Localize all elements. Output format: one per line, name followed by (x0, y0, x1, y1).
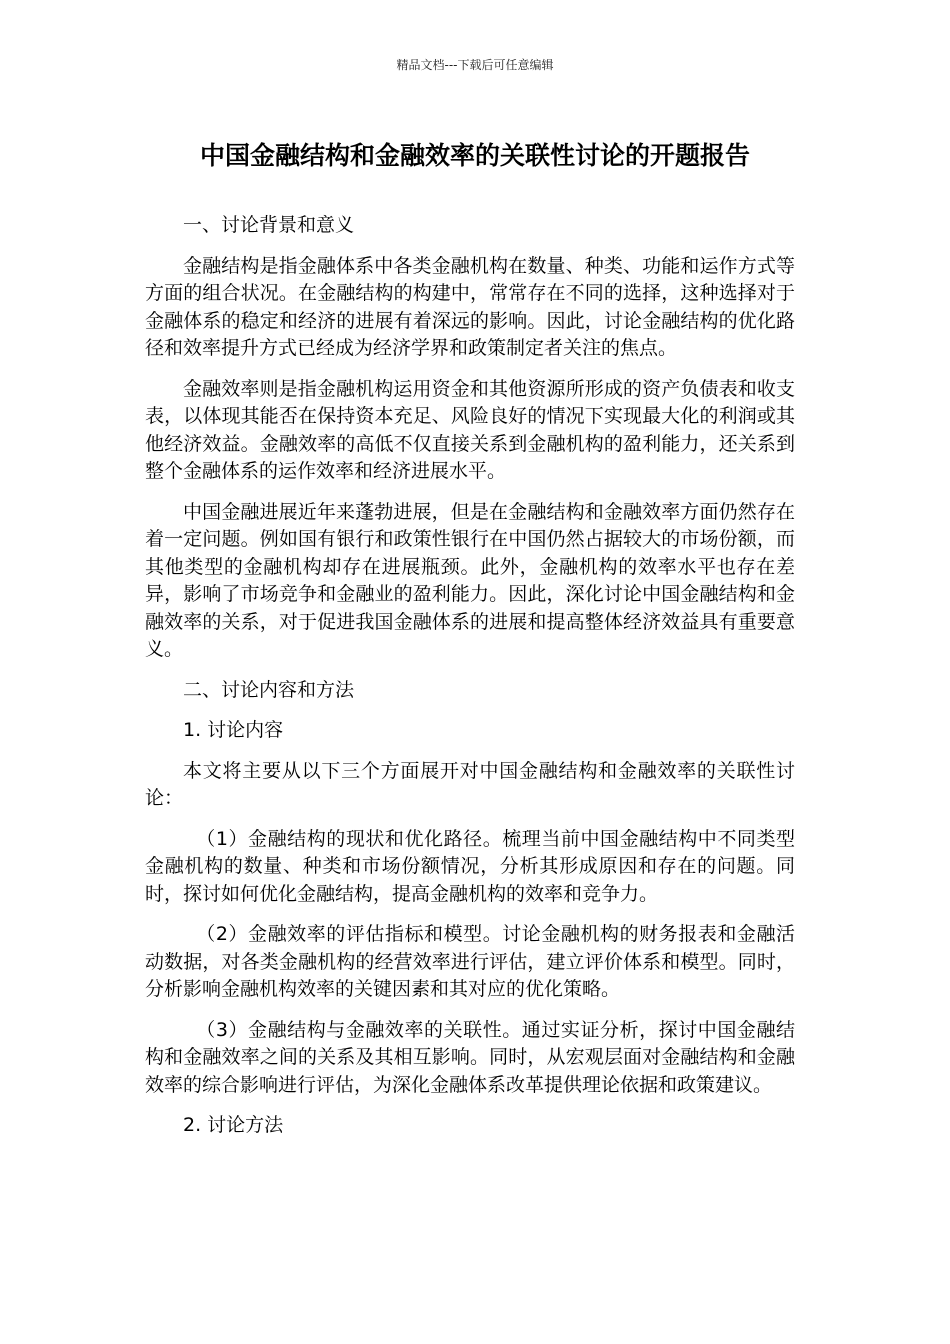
section-heading-background: 一、讨论背景和意义 (183, 214, 355, 236)
list-item-2: （2）金融效率的评估指标和模型。讨论金融机构的财务报表和金融活动数据，对各类金融机构的经营效率进行评估，建立评价体系和模型。同时，分析影响金融机构效率的关键因素和其对应的优化策略。 (145, 923, 795, 1000)
list-item-1: （1）金融结构的现状和优化路径。梳理当前中国金融结构中不同类型金融机构的数量、种类和市场份额情况，分析其形成原因和存在的问题。同时，探讨如何优化金融结构，提高金融机构的效率和竞争力。 (145, 827, 795, 905)
document-body (145, 212, 795, 1153)
paragraph-intro: 本文将主要从以下三个方面展开对中国金融结构和金融效率的关联性讨论： (145, 759, 795, 809)
paragraph-china-finance: 中国金融进展近年来蓬勃进展，但是在金融结构和金融效率方面仍然存在着一定问题。例如国有银行和政策性银行在中国仍然占据较大的市场份额，而其他类型的金融机构却存在进展瓶颈。此外，金融机构的效率水平也存在差异，影响了市场竞争和金融业的盈利能力。因此，深化讨论中国金融结构和金融效率的关系，对于促进我国金融体系的进展和提高整体经济效益具有重要意义。 (145, 500, 795, 660)
paragraph-financial-efficiency: 金融效率则是指金融机构运用资金和其他资源所形成的资产负债表和收支表，以体现其能否在保持资本充足、风险良好的情况下实现最大化的利润或其他经济效益。金融效率的高低不仅直接关系到金融机构的盈利能力，还关系到整个金融体系的运作效率和经济进展水平。 (145, 377, 795, 482)
subheading-content: 1. 讨论内容 (183, 719, 284, 741)
page-header: 精品文档---下载后可任意编辑 (396, 58, 554, 72)
section-heading-content-method: 二、讨论内容和方法 (183, 678, 355, 701)
subheading-method: 2. 讨论方法 (183, 1114, 284, 1136)
document-title: 中国金融结构和金融效率的关联性讨论的开题报告 (199, 141, 750, 170)
list-item-3: （3）金融结构与金融效率的关联性。通过实证分析，探讨中国金融结构和金融效率之间的关系及其相互影响。同时，从宏观层面对金融结构和金融效率的综合影响进行评估，为深化金融体系改革提供理论依据和政策建议。 (145, 1018, 795, 1096)
paragraph-financial-structure: 金融结构是指金融体系中各类金融机构在数量、种类、功能和运作方式等方面的组合状况。在金融结构的构建中，常常存在不同的选择，这种选择对于金融体系的稳定和经济的进展有着深远的影响。因此，讨论金融结构的优化路径和效率提升方式已经成为经济学界和政策制定者关注的焦点。 (145, 254, 795, 359)
